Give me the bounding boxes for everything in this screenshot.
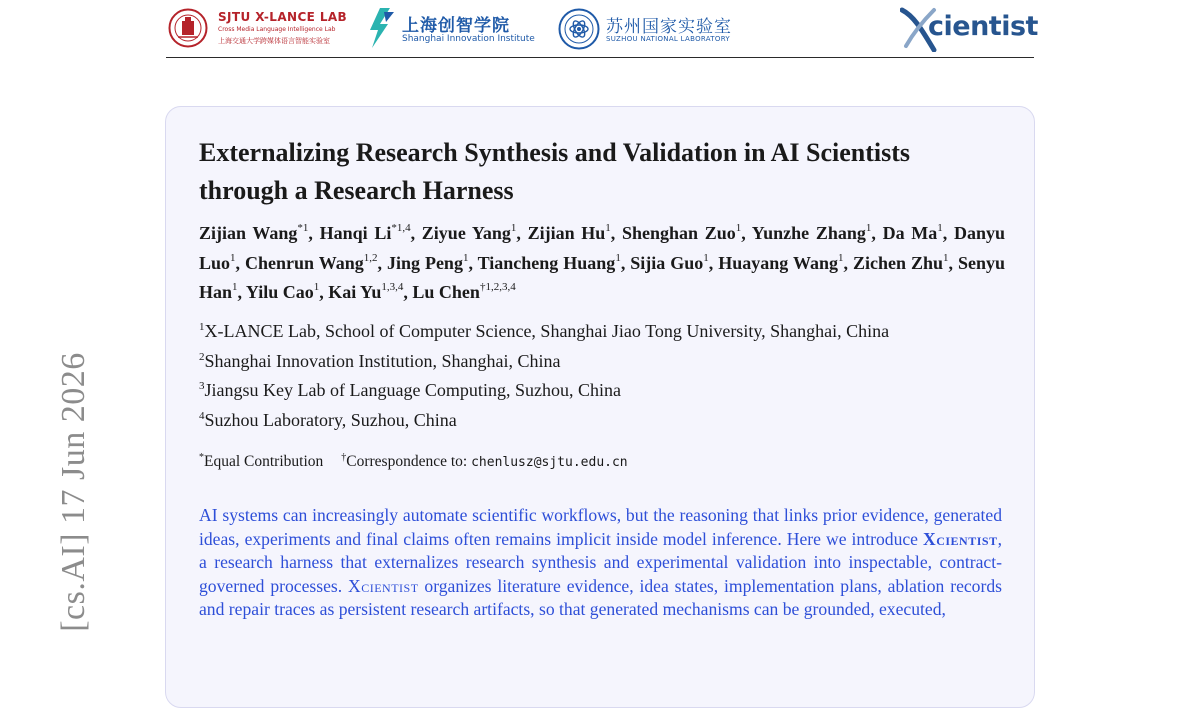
sii-chinese-name: 上海创智学院 <box>402 16 510 36</box>
arxiv-side-stamp: [cs.AI] 17 Jun 2026 <box>55 352 92 632</box>
author-affiliation-marker: 1 <box>865 222 872 234</box>
author-affiliation-marker: 1 <box>230 251 236 264</box>
suzhou-lab-logo <box>558 6 758 52</box>
author-affiliation-marker: 1,3,4 <box>381 281 404 293</box>
author-name: Kai Yu <box>328 282 382 302</box>
author-name: Senyu Han <box>199 252 1005 302</box>
sii-mark-icon <box>366 6 398 50</box>
author-affiliation-marker: 1 <box>615 251 621 264</box>
author-name: Shenghan Zuo <box>622 223 736 243</box>
author-name: Danyu Luo <box>199 223 1006 273</box>
xcientist-logo <box>900 6 1038 52</box>
equal-contribution-mark: * <box>199 452 204 463</box>
author-name: Chenrun Wang <box>245 252 364 273</box>
author-affiliation-marker: 1 <box>942 251 949 264</box>
author-name: Ziyue Yang <box>421 223 511 243</box>
sii-english-name: Shanghai Innovation Institute <box>402 34 535 44</box>
xcientist-wordmark: cientist <box>928 11 1038 42</box>
author-affiliation-marker: *1,4 <box>391 222 411 234</box>
sjtu-lab-chinese-name: 上海交通大学跨媒体语言智能实验室 <box>218 37 330 45</box>
author-name: Zijian Wang <box>199 223 298 243</box>
author-name: Zijian Hu <box>527 223 606 243</box>
sii-logo <box>366 6 546 52</box>
author-name: Jing Peng <box>386 252 463 273</box>
author-affiliation-marker: *1 <box>297 222 309 234</box>
author-affiliation-marker: 1 <box>232 281 238 293</box>
author-affiliation-marker: 1 <box>735 222 742 234</box>
author-name: Da Ma <box>882 223 938 243</box>
author-affiliation-marker: 1 <box>510 222 517 234</box>
affiliation-item: $^2$Shanghai Innovation Institution, Shanghai, China <box>199 350 561 371</box>
author-affiliation-marker: †1,2,3,4 <box>479 281 516 293</box>
suzhou-lab-seal-icon <box>558 8 600 50</box>
author-name: Huayang Wang <box>718 252 838 273</box>
author-name: Yilu Cao <box>245 282 314 302</box>
author-affiliation-marker: 1 <box>937 222 943 234</box>
author-affiliation-marker: 1 <box>837 251 844 264</box>
author-name: Hanqi Li <box>319 223 392 243</box>
suzhou-lab-english-name: SUZHOU NATIONAL LABORATORY <box>606 35 730 43</box>
correspondence-mark: † <box>341 452 347 463</box>
sjtu-lab-name: SJTU X-LANCE LAB <box>218 10 348 24</box>
author-name: Sijia Guo <box>630 252 704 273</box>
author-name: Lu Chen <box>412 282 480 302</box>
paper-title: Externalizing Research Synthesis and Validation in AI Scientists through a Research Harness <box>199 138 911 205</box>
affiliation-list <box>199 317 1019 435</box>
affiliation-item: $^3$Jiangsu Key Lab of Language Computing, Suzhou, China <box>199 380 621 400</box>
system-name: Xcientist <box>923 528 998 549</box>
logo-header <box>166 0 1038 58</box>
sjtu-lab-subtitle: Cross Media Language Intelligence Lab <box>218 26 336 33</box>
author-name: Zichen Zhu <box>852 252 943 273</box>
author-name: Yunzhe Zhang <box>751 223 866 243</box>
author-affiliation-marker: 1 <box>605 222 611 234</box>
system-name: Xcientist <box>348 575 419 596</box>
abstract: AI systems can increasingly automate scientific workflows, but the reasoning that links prior evidence, generated ideas, experiments and final claims often remains implicit inside model inference. Here we introduce Xcientist, a research harness that externalizes research synthesis and experimental validation into inspectable, contract-governed processes. Xcientist organizes literature evidence, idea states, implementation plans, ablation records and repair traces as persistent research artifacts, so that generated mechanisms can be grounded, executed, <box>199 505 1002 620</box>
sjtu-xlance-logo <box>166 6 356 52</box>
author-affiliation-marker: 1 <box>703 251 709 264</box>
affiliation-item: $^1$X-LANCE Lab, School of Computer Science, Shanghai Jiao Tong University, Shanghai, China <box>199 321 890 341</box>
author-affiliation-marker: 1 <box>462 251 469 264</box>
author-name: Tiancheng Huang <box>477 252 616 273</box>
suzhou-lab-chinese-name: 苏州国家实验室 <box>606 17 732 37</box>
equal-contribution-note: Equal Contribution <box>204 453 324 471</box>
correspondence-email[interactable]: chenlusz@sjtu.edu.cn <box>471 455 628 471</box>
author-list: Zijian Wang$^{*1}$, Hanqi Li$^{*1,4}$, Ziyue Yang$^1$, Zijian Hu$^1$, Shenghan Zuo$^1$, Yunzhe Zhang$^1$, Da Ma$^1$, Danyu Luo$^1$, Chenrun Wang$^{1,2}$, Jing Peng$^1$, Tiancheng Huang$^1$, Sijia Guo$^1$, Huayang Wang$^1$, Zichen Zhu$^1$, Senyu Han$^1$, Yilu Cao$^1$, Kai Yu$^{1,3,4}$, Lu Chen$^{\dagger 1,2,3,4}$ <box>199 222 1006 302</box>
sjtu-seal-icon <box>168 8 208 48</box>
correspondence-note: Correspondence to: <box>346 453 472 471</box>
contribution-notes <box>199 452 628 471</box>
author-affiliation-marker: 1,2 <box>363 251 378 264</box>
affiliation-item: $^4$Suzhou Laboratory, Suzhou, China <box>199 409 457 430</box>
author-affiliation-marker: 1 <box>313 281 320 293</box>
